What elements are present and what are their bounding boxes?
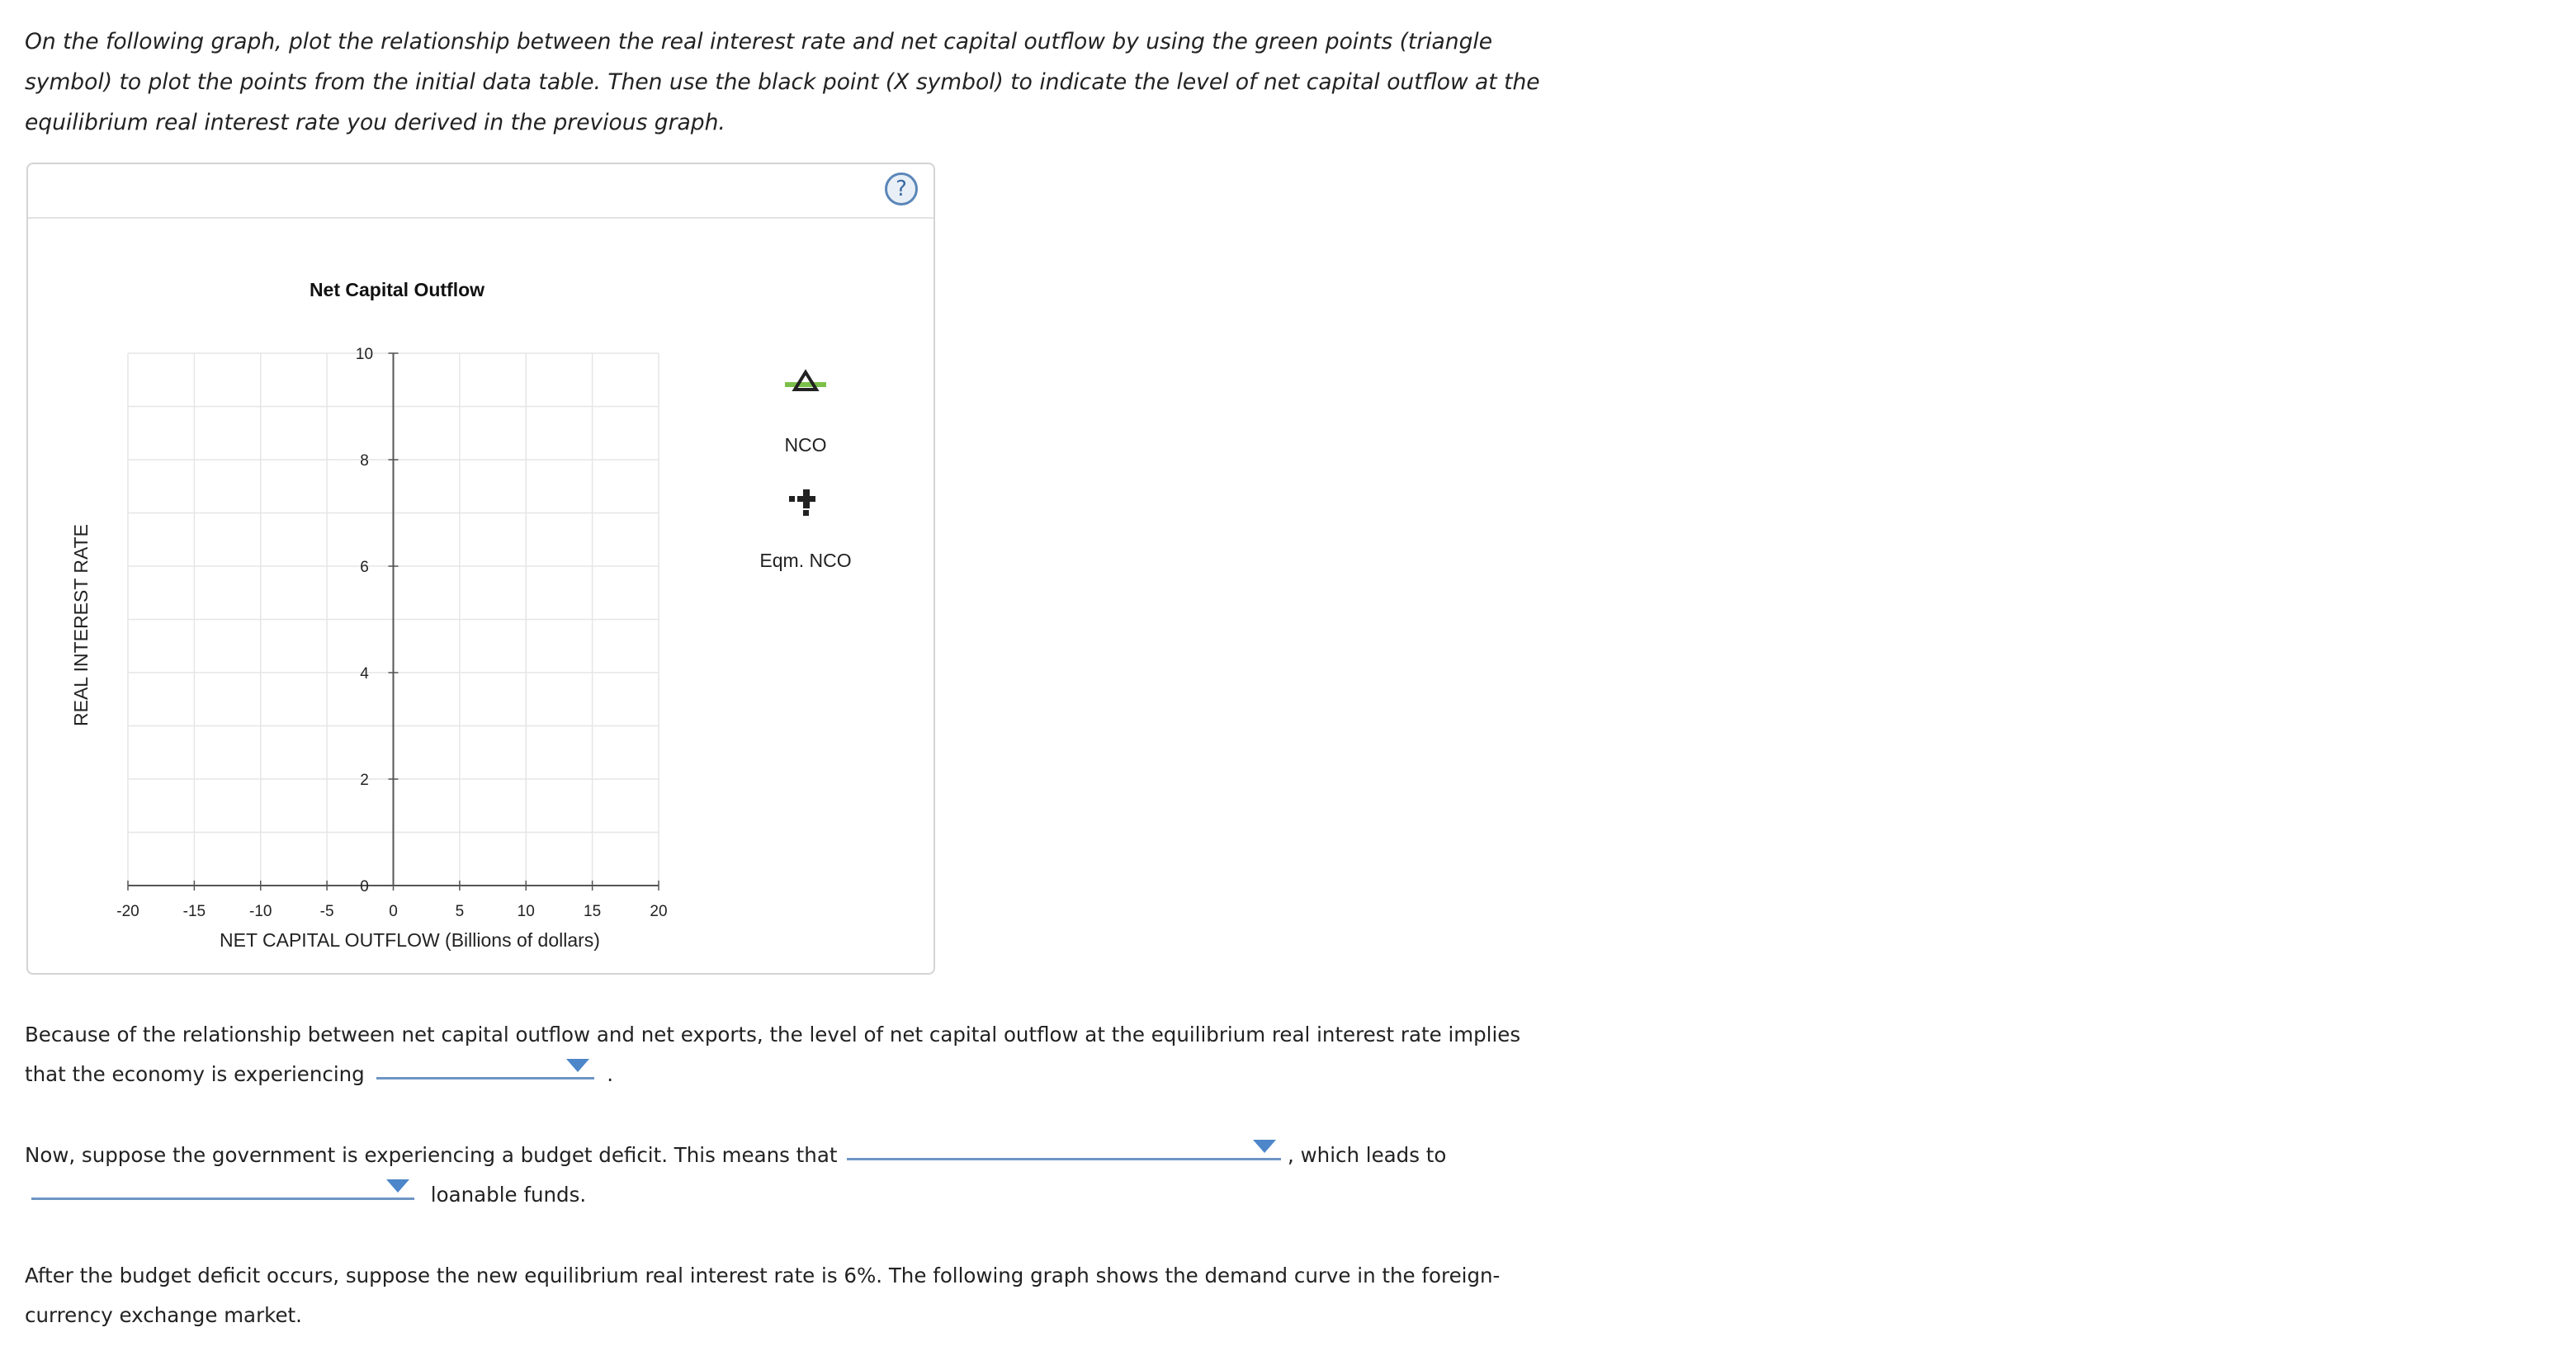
x-axis-title: NET CAPITAL OUTFLOW (Billions of dollars) [220,929,600,951]
legend-label-eqm-nco: Eqm. NCO [759,550,852,571]
instructions-text: On the following graph, plot the relationship between the real interest rate and net capital outflow by using the green points (triangle symbol) to plot the points from the initial data table. Then use the black point (X symbol) to indicate the level of net capital outflow at the equilibrium real interest rate you derived in the previous graph. [25,29,1540,135]
x-tick-label: 20 [650,903,668,920]
chevron-down-icon [1253,1140,1276,1153]
paragraph-new-equilibrium: After the budget deficit occurs, suppose the new equilibrium real interest rate is 6%. The following graph shows the demand curve in the foreign-currency exchange market. [25,1264,1501,1327]
chart-title: Net Capital Outflow [309,279,485,300]
paragraph1-text-a: Because of the relationship between net capital outflow and net exports, the level of net capital outflow at the equilibrium real interest rate implies that the economy is experiencing [25,1023,1521,1086]
y-axis-title: REAL INTEREST RATE [70,524,92,726]
x-tick-label: 10 [517,903,535,920]
cross-icon-vbar [803,489,810,508]
y-tick-label: 8 [360,452,369,470]
x-tick-label: -10 [249,903,272,920]
cross-icon-dot-lower [803,510,809,516]
trade-balance-dropdown[interactable] [376,1055,594,1079]
y-tick-label: 4 [360,665,369,683]
paragraph-budget-deficit [25,1136,1560,1215]
chart-legend [759,372,851,571]
eqm-nco-tool[interactable] [789,489,815,516]
nco-tool-green-bar [785,382,826,387]
cross-icon-dot [789,496,795,502]
x-tick-label: -20 [116,903,139,920]
x-tick-label: -5 [319,903,334,920]
x-tick-label: 0 [389,903,398,920]
chevron-down-icon [566,1059,589,1072]
y-tick-label: 6 [360,559,369,576]
paragraph1-text-b: . [607,1062,614,1086]
x-tick-label: 15 [584,903,602,920]
chevron-down-icon [386,1179,409,1193]
paragraph2-text-b: , which leads to [1288,1143,1447,1167]
y-tick-label: 2 [360,772,369,789]
x-tick-label: -15 [182,903,206,920]
y-tick-label: 10 [355,346,374,363]
y-tick-label: 0 [360,878,369,895]
help-button[interactable]: ? [885,172,918,206]
paragraph-net-exports [25,1015,1560,1094]
paragraph2-text-a: Now, suppose the government is experiencing a budget deficit. This means that [25,1143,838,1167]
loanable-funds-effect-dropdown[interactable] [31,1175,414,1200]
nco-tool[interactable] [785,372,826,390]
paragraph2-text-c: loanable funds. [430,1183,587,1207]
x-tick-label: 5 [455,903,465,920]
deficit-meaning-dropdown[interactable] [847,1136,1281,1160]
graph-panel [26,163,935,975]
legend-label-nco: NCO [784,434,827,456]
nco-chart[interactable] [28,164,935,975]
chart-ticks [116,346,667,920]
